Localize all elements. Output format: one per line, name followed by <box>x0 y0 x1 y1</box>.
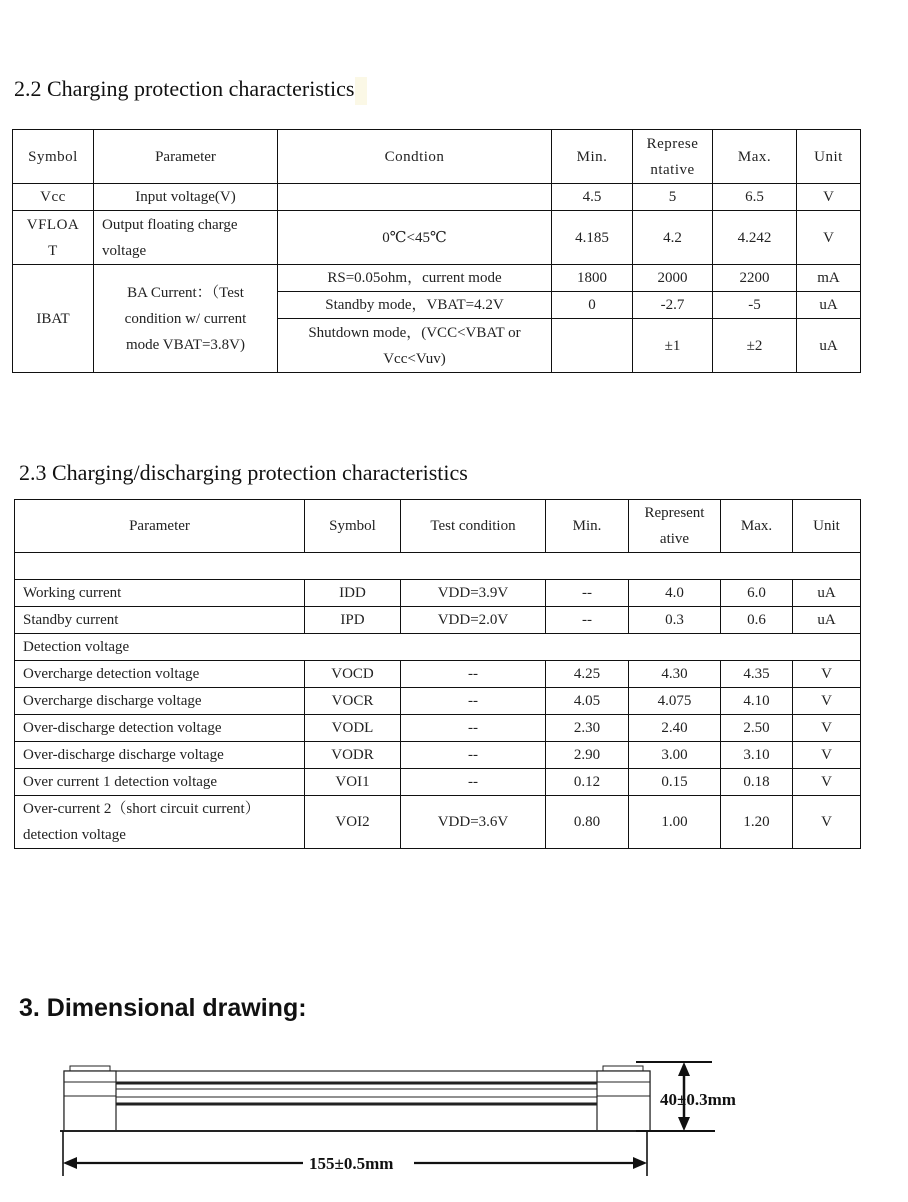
cell-unit: V <box>793 688 861 715</box>
battery-outline <box>64 1071 650 1131</box>
cell-min: 0.80 <box>546 796 629 849</box>
battery-side-view <box>60 1066 654 1131</box>
cell-symbol: VFLOA T <box>13 211 94 265</box>
right-end-cap <box>597 1071 650 1131</box>
left-end-cap <box>64 1071 116 1131</box>
cell-parameter: Overcharge detection voltage <box>15 661 305 688</box>
cell-max: ±2 <box>713 319 797 373</box>
cell-symbol: VODR <box>305 742 401 769</box>
cell-symbol: VODL <box>305 715 401 742</box>
arrow-right-icon <box>633 1157 647 1169</box>
cell-max: 4.10 <box>721 688 793 715</box>
section-3-title: 3. Dimensional drawing: <box>19 994 307 1022</box>
cell-symbol: IDD <box>305 580 401 607</box>
header-min: Min. <box>552 130 633 184</box>
cell-representative: 4.0 <box>629 580 721 607</box>
cell-representative: 2.40 <box>629 715 721 742</box>
cell-max: -5 <box>713 292 797 319</box>
cell-representative: 2000 <box>633 265 713 292</box>
header-unit: Unit <box>797 130 861 184</box>
cell-condition: VDD=2.0V <box>401 607 546 634</box>
cell-condition: -- <box>401 688 546 715</box>
height-label: 40±0.3mm <box>660 1090 736 1109</box>
cell-max: 1.20 <box>721 796 793 849</box>
header-symbol: Symbol <box>305 500 401 553</box>
cell-representative: 4.075 <box>629 688 721 715</box>
cell-min: 4.05 <box>546 688 629 715</box>
arrow-left-icon <box>63 1157 77 1169</box>
cell-parameter: Over-current 2（short circuit current） detection voltage <box>15 796 305 849</box>
cell-parameter: Input voltage(V) <box>94 184 278 211</box>
cell-representative: ±1 <box>633 319 713 373</box>
cell-unit: V <box>797 184 861 211</box>
cell-unit: V <box>797 211 861 265</box>
header-max: Max. <box>721 500 793 553</box>
cell-unit: uA <box>793 580 861 607</box>
cell-min: 0 <box>552 292 633 319</box>
cell-representative: 5 <box>633 184 713 211</box>
cell-max: 0.6 <box>721 607 793 634</box>
cell-min: 2.30 <box>546 715 629 742</box>
header-parameter: Parameter <box>94 130 278 184</box>
cell-max: 6.5 <box>713 184 797 211</box>
cell-max: 2.50 <box>721 715 793 742</box>
header-test-condition: Test condition <box>401 500 546 553</box>
cell-parameter: Working current <box>15 580 305 607</box>
cell-symbol: VOI2 <box>305 796 401 849</box>
cell-min: 4.185 <box>552 211 633 265</box>
header-parameter: Parameter <box>15 500 305 553</box>
cell-unit: V <box>793 742 861 769</box>
cell-max: 3.10 <box>721 742 793 769</box>
detection-voltage-label: Detection voltage <box>15 634 861 661</box>
header-symbol: Symbol <box>13 130 94 184</box>
arrow-up-icon <box>678 1062 690 1076</box>
cell-unit: uA <box>797 319 861 373</box>
cell-condition: Shutdown mode，(VCC<VBAT or Vcc<Vuv) <box>278 319 552 373</box>
cell-symbol: IPD <box>305 607 401 634</box>
cell-min: 0.12 <box>546 769 629 796</box>
cell-condition: RS=0.05ohm，current mode <box>278 265 552 292</box>
cell-representative: -2.7 <box>633 292 713 319</box>
cell-parameter: Over-discharge discharge voltage <box>15 742 305 769</box>
cell-symbol: VOI1 <box>305 769 401 796</box>
cell-min: 4.25 <box>546 661 629 688</box>
cell-parameter: Overcharge discharge voltage <box>15 688 305 715</box>
header-representative: Represent ative <box>629 500 721 553</box>
cell-parameter: Over-discharge detection voltage <box>15 715 305 742</box>
cell-min: 2.90 <box>546 742 629 769</box>
cell-unit: mA <box>797 265 861 292</box>
section-2-3-title: 2.3 Charging/discharging protection characteristics <box>19 460 468 485</box>
cell-representative: 4.30 <box>629 661 721 688</box>
header-representative: Represe ntative <box>633 130 713 184</box>
cell-symbol: VOCR <box>305 688 401 715</box>
cell-unit: uA <box>793 607 861 634</box>
cell-parameter: Output floating charge voltage <box>94 211 278 265</box>
cell-representative: 0.15 <box>629 769 721 796</box>
header-max: Max. <box>713 130 797 184</box>
cell-symbol: Vcc <box>13 184 94 211</box>
cell-condition: VDD=3.9V <box>401 580 546 607</box>
section-2-2-title: 2.2 Charging protection characteristics <box>14 76 367 105</box>
cell-parameter: BA Current：（Test condition w/ current mode VBAT=3.8V) <box>94 265 278 373</box>
cell-max: 6.0 <box>721 580 793 607</box>
header-unit: Unit <box>793 500 861 553</box>
cell-min: 1800 <box>552 265 633 292</box>
cell-representative: 0.3 <box>629 607 721 634</box>
cell-max: 2200 <box>713 265 797 292</box>
cell-unit: V <box>793 715 861 742</box>
cell-parameter: Standby current <box>15 607 305 634</box>
cell-symbol: IBAT <box>13 265 94 373</box>
arrow-down-icon <box>678 1117 690 1131</box>
cell-max: 0.18 <box>721 769 793 796</box>
cell-condition: -- <box>401 742 546 769</box>
cell-symbol: VOCD <box>305 661 401 688</box>
cell-min: -- <box>546 580 629 607</box>
width-label: 155±0.5mm <box>309 1154 394 1173</box>
cell-condition: -- <box>401 769 546 796</box>
cell-condition: VDD=3.6V <box>401 796 546 849</box>
header-condition: Condtion <box>278 130 552 184</box>
cell-unit: V <box>793 769 861 796</box>
header-min: Min. <box>546 500 629 553</box>
cell-condition: 0℃<45℃ <box>278 211 552 265</box>
cell-max: 4.35 <box>721 661 793 688</box>
cell-unit: V <box>793 661 861 688</box>
cell-representative: 1.00 <box>629 796 721 849</box>
cell-condition: -- <box>401 661 546 688</box>
cell-condition: Standby mode，VBAT=4.2V <box>278 292 552 319</box>
cell-min: 4.5 <box>552 184 633 211</box>
cell-max: 4.242 <box>713 211 797 265</box>
cell-representative: 3.00 <box>629 742 721 769</box>
cell-min: -- <box>546 607 629 634</box>
cell-unit: uA <box>797 292 861 319</box>
cell-parameter: Over current 1 detection voltage <box>15 769 305 796</box>
cell-condition: -- <box>401 715 546 742</box>
cell-representative: 4.2 <box>633 211 713 265</box>
cell-unit: V <box>793 796 861 849</box>
